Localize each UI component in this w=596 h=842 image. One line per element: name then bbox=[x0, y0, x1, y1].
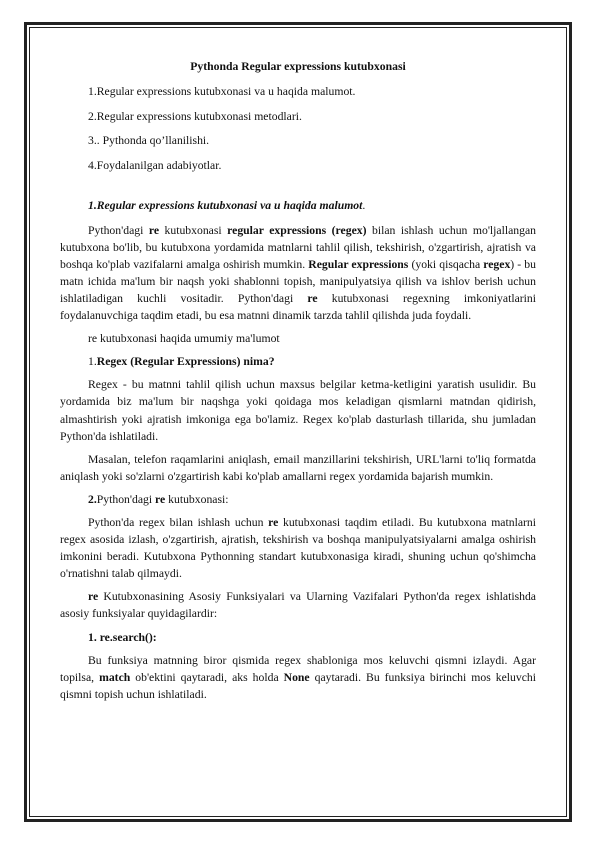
question-re-library bbox=[60, 491, 536, 508]
text: kutubxonasi regexning imkoniyatlarini foydalanuvchiga taqdim etadi, bu esa matnni dinamik tarzda tahlil qilishda juda foydali. bbox=[60, 291, 536, 323]
bold-text: regex bbox=[483, 257, 511, 271]
paragraph-regex-definition: Regex - bu matnni tahlil qilish uchun maxsus belgilar ketma-ketligini yaratish usulidir. Bu yordamida biz ma'lum bir naqshga yoki qoidaga mos keladigan qismlarni matndan qidirish, almashtirish yoki ajratish imkoniga ega bo'lamiz. Regex ko'plab dasturlash tillarida, shu jumladan Python'da ishlatiladi. bbox=[60, 378, 536, 443]
paragraph-functions-intro bbox=[60, 588, 536, 622]
bold-text: match bbox=[99, 670, 131, 684]
section-heading-period: . bbox=[362, 199, 366, 213]
function-heading-search bbox=[60, 629, 536, 646]
section-heading-text: 1.Regular expressions kutubxonasi va u haqida malumot bbox=[88, 199, 363, 213]
text: (yoki qisqacha bbox=[408, 257, 484, 271]
toc-item: 3.. Pythonda qo’llanilishi. bbox=[88, 134, 210, 148]
bold-text: re bbox=[88, 590, 99, 604]
text: Bu funksiya matnning biror qismida regex shabloniga mos keluvchi qismni izlaydi. Agar topilsa, bbox=[60, 653, 536, 684]
text: Python'dagi bbox=[88, 223, 149, 237]
section-heading bbox=[60, 197, 536, 214]
bold-text: re bbox=[307, 291, 318, 305]
text: Python'da regex bilan ishlash uchun bbox=[88, 515, 269, 529]
toc-item: 2.Regular expressions kutubxonasi metodlari. bbox=[88, 109, 302, 123]
toc-item: 1.Regular expressions kutubxonasi va u haqida malumot. bbox=[88, 85, 356, 99]
item-number: 2. bbox=[88, 492, 97, 506]
text: kutubxonasi bbox=[159, 223, 228, 237]
paragraph-examples: Masalan, telefon raqamlarini aniqlash, email manzillarini tekshirish, URL'larni to'liq formatda aniqlash yoki so'zlarni o'zgartirish kabi ko'plab amallarni regex yordamida bajarish mumkin. bbox=[60, 452, 536, 483]
bold-text: None bbox=[283, 670, 310, 684]
paragraph-search bbox=[60, 652, 536, 703]
bold-text: re bbox=[268, 515, 279, 529]
text: kutubxonasi taqdim etiladi. Bu kutubxona matnlarni regex asosida izlash, o'zgartirish, ajratish, tekshirish va boshqa manipulyatsiyalarni amalga oshirish imkonini beradi. Kutubxona Pythonning standart kutubxonasiga kiradi, shuning uchun qo'shimcha o'rnatishni talab qilmaydi. bbox=[60, 515, 536, 581]
text: ) - bu matn ichida ma'lum bir naqsh yoki shablonni topish, manipulyatsiya qilish va ishlov berish uchun ishlatiladigan kuchli vositadir. Python'dagi bbox=[60, 257, 536, 305]
document-title: Pythonda Regular expressions kutubxonasi bbox=[190, 60, 406, 73]
text: bilan ishlash uchun mo'ljallangan kutubxona bo'lib, bu kutubxona yordamida matnlarni tahlil qilish, tekshirish, o'zgartirish, ajratish va boshqa ko'plab vazifalarni amalga oshirish mumkin. bbox=[60, 223, 537, 271]
text: ob'ektini qaytaradi, aks holda bbox=[130, 670, 284, 684]
document-body bbox=[60, 58, 536, 709]
toc-item: 4.Foydalanilgan adabiyotlar. bbox=[88, 158, 222, 172]
bold-text: Regular expressions bbox=[308, 257, 409, 271]
paragraph-intro bbox=[60, 222, 536, 325]
table-of-contents bbox=[60, 83, 536, 174]
bold-text: re bbox=[148, 223, 160, 237]
bold-text: re bbox=[155, 492, 166, 506]
general-info-line: re kutubxonasi haqida umumiy ma'lumot bbox=[88, 332, 280, 346]
paragraph-re-library bbox=[60, 514, 536, 582]
text: kutubxonasi: bbox=[165, 492, 229, 506]
bold-text: 1. re.search(): bbox=[88, 630, 157, 644]
text: qaytaradi. Bu funksiya birinchi mos keluvchi qismni topish uchun ishlatiladi. bbox=[60, 670, 537, 701]
spacer bbox=[60, 181, 536, 197]
text: Python'dagi bbox=[96, 492, 156, 506]
question-regex bbox=[60, 353, 536, 370]
bold-text: Regex (Regular Expressions) nima? bbox=[96, 355, 275, 369]
text: Kutubxonasining Asosiy Funksiyalari va Ularning Vazifalari Python'da regex ishlatishda asosiy funksiyalar quyidagilardir: bbox=[60, 590, 536, 621]
item-number: 1. bbox=[88, 355, 97, 369]
bold-text: regular expressions (regex) bbox=[227, 223, 367, 237]
